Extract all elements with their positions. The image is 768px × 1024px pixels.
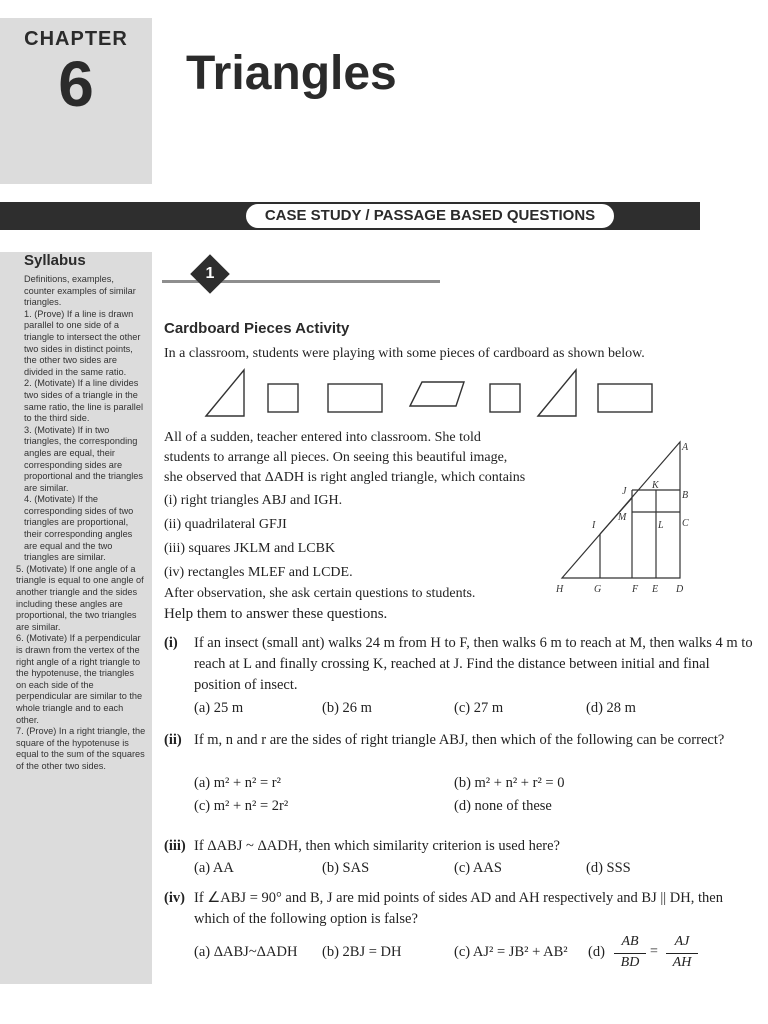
passage-help: Help them to answer these questions. [164,606,388,622]
page-title: Triangles [186,47,397,100]
option: (c) 27 m [454,700,504,716]
option: (a) AA [194,860,234,876]
option: (b) SAS [322,860,370,876]
passage-after: After observation, she ask certain questions to students. [164,586,476,601]
label-K: K [652,480,659,491]
syllabus-item: 6. (Motivate) If a perpendicular is drawn from the vertex of the right angle of a right triangle to the hypotenuse, the triangles on each side of the perpendicular are similar to the whole triangle and to each other. [16,633,143,725]
fraction-expression [614,934,714,978]
chapter-number: 6 [58,48,94,120]
label-E: E [652,584,659,595]
option: (d) 28 m [586,700,636,716]
passage-list-item: (i) right triangles ABJ and IGH. [164,493,343,508]
passage-line: students to arrange all pieces. On seeing this beautiful image, [164,450,508,465]
fraction-denominator: BD [620,955,640,970]
syllabus-item: 1. (Prove) If a line is drawn parallel to one side of a triangle to intersect the other two sides in distinct points, the other two sides are divided in the same ratio. [24,308,141,377]
syllabus-item: 3. (Motivate) If in two triangles, the corresponding angles are equal, their corresponding sides are proportional and the triangles are similar. [24,424,144,493]
fraction-equals: = [650,944,658,959]
question-number: 1 [205,265,215,282]
passage-list-item: (iv) rectangles MLEF and LCDE. [164,565,353,580]
fraction-bar [666,953,698,954]
question-block [164,633,754,696]
fraction-bar [614,953,646,954]
piece-quadrilateral [410,382,464,406]
label-H: H [556,584,564,595]
label-M: M [618,512,627,523]
option: (b) m² + n² + r² = 0 [454,775,565,791]
fraction-numerator: AJ [674,934,690,949]
question-text: If ΔABJ ~ ΔADH, then which similarity criterion is used here? [194,838,560,854]
syllabus-item: 2. (Motivate) If a line divides two sides of a triangle in the same ratio, the line is parallel to the third side. [24,378,143,424]
question-text: If m, n and r are the sides of right triangle ABJ, then which of the following can be correct? [194,732,725,748]
cardboard-pieces [200,366,660,422]
piece-square [268,384,298,412]
option: (a) 25 m [194,700,244,716]
passage-line: she observed that ΔADH is right angled triangle, which contains [164,470,526,485]
chapter-box [0,18,152,184]
piece-square [490,384,520,412]
piece-right-triangle [538,370,576,416]
option: (c) AJ² = JB² + AB² [454,944,568,960]
label-D: D [676,584,684,595]
chapter-label: CHAPTER [24,28,128,50]
piece-right-triangle [206,370,244,416]
question-text: If an insect (small ant) walks 24 m from H to F, then walks 6 m to reach at M, then walks 4 m to reach at L and finally crossing K, reached at J. Find the distance between initial and final position of insect. [194,635,753,693]
syllabus-text [16,274,146,773]
label-G: G [594,584,602,595]
activity-intro: In a classroom, students were playing with some pieces of cardboard as shown below. [164,346,645,361]
passage-line: All of a sudden, teacher entered into classroom. She told [164,430,481,445]
label-J: J [622,486,627,497]
option: (a) m² + n² = r² [194,775,281,791]
syllabus-intro: Definitions, examples, counter examples of similar triangles. [24,274,136,308]
label-F: F [632,584,639,595]
fraction-denominator: AH [672,955,692,970]
syllabus-item: 4. (Motivate) If the corresponding sides of two triangles are proportional, their corresponding angles are equal and the two triangles are similar. [24,494,134,563]
syllabus-item: 5. (Motivate) If one angle of a triangle is equal to one angle of another triangle and the sides including these angles are proportional, the two triangles are similar. [16,563,144,632]
option: (a) ΔABJ~ΔADH [194,944,298,960]
piece-rectangle [598,384,652,412]
option: (b) 26 m [322,700,372,716]
label-L: L [658,520,664,531]
option: (d) SSS [586,860,631,876]
syllabus-item: 7. (Prove) In a right triangle, the square of the hypotenuse is equal to the sum of the squares of the other two sides. [16,726,146,771]
option: (d) none of these [454,798,552,814]
passage-list-item: (ii) quadrilateral GFJI [164,517,287,532]
fraction-numerator: AB [621,934,639,949]
option: (c) m² + n² = 2r² [194,798,289,814]
triangle-figure [548,436,724,598]
question-num: (i) [164,635,178,651]
question-block [164,730,754,751]
piece-rectangle [328,384,382,412]
question-block [164,888,754,930]
question-num: (iv) [164,890,185,906]
section-banner: CASE STUDY / PASSAGE BASED QUESTIONS [244,202,616,230]
question-num: (ii) [164,732,182,748]
question-block [164,836,754,857]
question-text: If ∠ABJ = 90° and B, J are mid points of sides AD and AH respectively and BJ || DH, then which of the following option is false? [194,890,723,927]
option: (c) AAS [454,860,502,876]
activity-title: Cardboard Pieces Activity [164,320,350,337]
syllabus-title: Syllabus [24,252,86,269]
label-C: C [682,518,689,529]
syllabus-sidebar [0,252,152,984]
label-I: I [592,520,596,531]
option: (d) [588,944,605,960]
option: (b) 2BJ = DH [322,944,402,960]
passage-list-item: (iii) squares JKLM and LCBK [164,541,336,556]
label-B: B [682,490,689,501]
question-num: (iii) [164,838,186,854]
label-A: A [682,442,689,453]
